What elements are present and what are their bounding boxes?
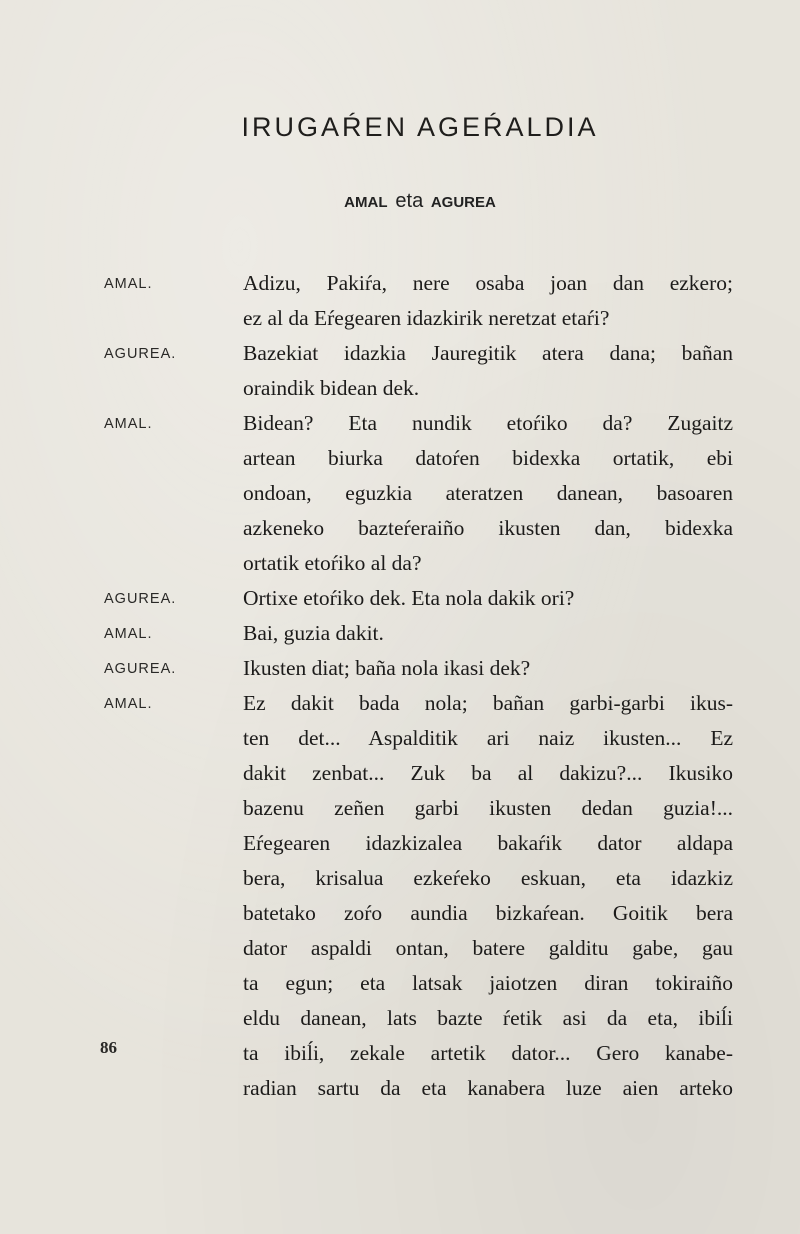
dialogue-text: oraindik bidean dek. xyxy=(243,376,420,400)
dialogue-line xyxy=(0,441,800,476)
dialogue-text: artean biurka datoŕen bidexka ortatik, ebi xyxy=(243,446,733,470)
dialogue-line xyxy=(0,371,800,406)
speaker-name: AGUREA. xyxy=(104,346,177,362)
dialogue-text: eldu danean, lats bazte ŕetik asi da eta, ibiĺi xyxy=(243,1006,733,1030)
character-name-1: AMAL xyxy=(344,194,388,211)
dialogue-line xyxy=(0,476,800,511)
dialogue-line xyxy=(0,861,800,896)
dialogue-text: batetako zoŕo aundia bizkaŕean. Goitik bera xyxy=(243,901,733,925)
dialogue-line xyxy=(0,1071,800,1106)
dialogue-line xyxy=(0,721,800,756)
dialogue-text: Bai, guzia dakit. xyxy=(243,621,384,645)
page-number: 86 xyxy=(100,1038,117,1057)
speaker-name: AMAL. xyxy=(104,416,153,432)
dialogue-line xyxy=(0,336,800,371)
dialogue-block xyxy=(0,266,800,1106)
dialogue-line xyxy=(0,616,800,651)
dialogue-text: ondoan, eguzkia ateratzen danean, basoaren xyxy=(243,481,733,505)
dialogue-text: dator aspaldi ontan, batere galditu gabe, gau xyxy=(243,936,733,960)
dialogue-text: ta ibiĺi, zekale artetik dator... Gero kanabe- xyxy=(243,1041,733,1065)
dialogue-line xyxy=(0,756,800,791)
scene-characters xyxy=(0,190,800,213)
dialogue-line xyxy=(0,581,800,616)
dialogue-text: ten det... Aspalditik ari naiz ikusten... Ez xyxy=(243,726,733,750)
dialogue-text: azkeneko bazteŕeraiño ikusten dan, bidexka xyxy=(243,516,733,540)
dialogue-line xyxy=(0,966,800,1001)
dialogue-line xyxy=(0,1036,800,1071)
dialogue-line xyxy=(0,651,800,686)
conjunction: eta xyxy=(395,190,424,212)
dialogue-line xyxy=(0,931,800,966)
dialogue-line xyxy=(0,511,800,546)
dialogue-line xyxy=(0,826,800,861)
dialogue-text: Bazekiat idazkia Jauregitik atera dana; bañan xyxy=(243,341,733,365)
dialogue-text: Bidean? Eta nundik etoŕiko da? Zugaitz xyxy=(243,411,733,435)
dialogue-line xyxy=(0,896,800,931)
dialogue-line xyxy=(0,1001,800,1036)
dialogue-text: Adizu, Pakiŕa, nere osaba joan dan ezkero; xyxy=(243,271,733,295)
dialogue-text: bazenu zeñen garbi ikusten dedan guzia!... xyxy=(243,796,733,820)
dialogue-line xyxy=(0,546,800,581)
dialogue-line xyxy=(0,266,800,301)
dialogue-text: ta egun; eta latsak jaiotzen diran tokiraiño xyxy=(243,971,733,995)
dialogue-text: Ortixe etoŕiko dek. Eta nola dakik ori? xyxy=(243,586,575,610)
dialogue-line xyxy=(0,301,800,336)
dialogue-text: Eŕegearen idazkizalea bakaŕik dator aldapa xyxy=(243,831,733,855)
speaker-name: AMAL. xyxy=(104,276,153,292)
dialogue-line xyxy=(0,406,800,441)
dialogue-line xyxy=(0,791,800,826)
dialogue-text: dakit zenbat... Zuk ba al dakizu?... Ikusiko xyxy=(243,761,733,785)
dialogue-line xyxy=(0,686,800,721)
speaker-name: AMAL. xyxy=(104,626,153,642)
dialogue-text: Ez dakit bada nola; bañan garbi-garbi ikus- xyxy=(243,691,733,715)
dialogue-text: Ikusten diat; baña nola ikasi dek? xyxy=(243,656,531,680)
character-name-2: AGUREA xyxy=(430,194,496,211)
dialogue-text: ez al da Eŕegearen idazkirik neretzat etaŕi? xyxy=(243,306,610,330)
dialogue-text: bera, krisalua ezkeŕeko eskuan, eta idazkiz xyxy=(243,866,733,890)
dialogue-text: radian sartu da eta kanabera luze aien arteko xyxy=(243,1076,733,1100)
dialogue-text: ortatik etoŕiko al da? xyxy=(243,551,422,575)
speaker-name: AMAL. xyxy=(104,696,153,712)
speaker-name: AGUREA. xyxy=(104,591,177,607)
scene-title: IRUGAŔEN AGEŔALDIA xyxy=(241,112,599,142)
speaker-name: AGUREA. xyxy=(104,661,177,677)
